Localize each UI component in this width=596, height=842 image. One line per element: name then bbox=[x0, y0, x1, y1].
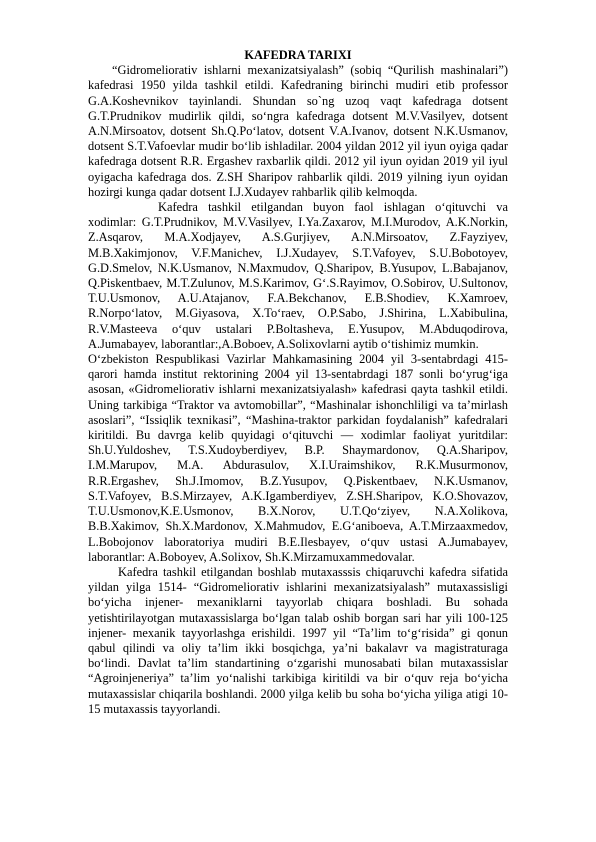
page-title: KAFEDRA TARIXI bbox=[244, 48, 352, 62]
paragraph-specialists: Kafedra tashkil etilgandan boshlab mutaxasssis chiqaruvchi kafedra sifatida yildan yilga 1514- “Gidromeliorativ ishlarini mexanizatsiyalash” mutaxassisligi bo‘yicha injener- mexaniklarni tayyorlab chiqara boshladi. Bu sohada yetishtirilayotgan mutaxassislarga bo‘lgan talab oshib borgan sari har yili 100-125 injener- mexanik tayyorlashga erishildi. 1997 yil “Ta’lim to‘g‘risida” gi qonun qabul qilindi va oliy ta’lim ikki bosqichga, ya’ni bakalavr va magistraturaga bo‘lindi. Davlat ta’lim standartining o‘zgarishi munosabati bilan mutaxassislar “Agroinjeneriya” ta’lim yo‘nalishi tarkibiga kiritildi va bir o‘quv reja bo‘yicha mutaxassislar chiqarila boshlandi. 2000 yilga kelib bu soha bo‘yicha yiliga atigi 10-15 mutaxassis tayyorlandi. bbox=[88, 564, 508, 716]
document-page bbox=[88, 48, 508, 717]
paragraph-history: “Gidromeliorativ ishlarni mexanizatsiyalash” (sobiq “Qurilish mashinalari”) kafedrasi 1950 yilda tashkil etildi. Kafedraning birinchi mudiri etib professor G.A.Koshevnikov tayinlandi. Shundan so`ng uzoq vaqt kafedraga dotsent G.T.Prudnikov mudirlik qildi, so‘ngra kafedraga dotsent M.V.Vasilyev, dotsent A.N.Mirsoatov, dotsent Sh.Q.Po‘latov, dotsent V.A.Ivanov, dotsent N.K.Usmanov, dotsent S.T.Vafoevlar mudir bo‘lib ishladilar. 2004 yildan 2012 yil iyun oyiga qadar kafedraga dotsent R.R. Ergashev raxbarlik qildi. 2012 yil iyun oyidan 2019 yil iyul oyigacha kafedraga dos. Z.SH Sharipov rahbarlik qildi. 2019 yilning iyun oyidan hozirgi kunga qadar dotsent I.J.Xudayev rahbarlik qilib kelmoqda. bbox=[88, 63, 508, 199]
paragraph-reorganization: O‘zbekiston Respublikasi Vazirlar Mahkamasining 2004 yil 3-sentabrdagi 415-qarori hamda institut rektorining 2004 yil 13-sentabrdagi 187 sonli bo‘yrug‘iga asosan, «Gidromeliorativ ishlarni mexanizatsiyalash» kafedrasi qayta tashkil etildi. Uning tarkibiga “Traktor va avtomobillar”, “Mashinalar ishonchliligi va ta’mirlash asoslari”, “Issiqlik texnikasi”, “Mashina-traktor parkidan foydalanish” kafedralari kiritildi. Bu davrga kelib quyidagi o‘qituvchi — xodimlar faoliyat yuritdilar: Sh.U.Yuldoshev, T.S.Xudoyberdiyev, B.P. Shaymardonov, Q.A.Sharipov, I.M.Marupov, M.A. Abdurasulov, X.I.Uraimshikov, R.K.Musurmonov, R.R.Ergashev, Sh.J.Imomov, B.Z.Yusupov, Q.Piskentbaev, N.K.Usmanov, S.T.Vafoyev, B.S.Mirzayev, A.K.Igamberdiyev, Z.SH.Sharipov, K.O.Shovazov, T.U.Usmonov,K.E.Usmonov, B.X.Norov, U.T.Qo‘ziyev, N.A.Xolikova, B.B.Xakimov, Sh.X.Mardonov, X.Mahmudov, E.G‘aniboeva, A.T.Mirzaaxmedov, L.Bobojonov laboratoriya mudiri B.E.Ilesbayev, o‘quv ustasi A.Jumabayev, laborantlar: A.Boboyev, A.Solixov, Sh.K.Mirzamuxammedovalar. bbox=[88, 352, 508, 564]
paragraph-staff: Kafedra tashkil etilgandan buyon faol ishlagan o‘qituvchi va xodimlar: G.T.Prudnikov, M.V.Vasilyev, I.Ya.Zaxarov, M.I.Murodov, A.K.Norkin, Z.Asqarov, M.A.Xodjayev, A.S.Gurjiyev, A.N.Mirsoatov, Z.Fayziyev, M.B.Xakimjonov, V.F.Manichev, I.J.Xudayev, S.T.Vafoyev, S.U.Bobotoyev, G.D.Smelov, N.K.Usmanov, N.Maxmudov, Q.Sharipov, B.Yusupov, L.Babajanov, Q.Piskentbaev, M.T.Zulunov, M.S.Karimov, G‘.S.Rayimov, O.Sobirov, U.Sultonov, T.U.Usmonov, A.U.Atajanov, F.A.Bekchanov, E.B.Shodiev, K.Xamroev, R.Norpo‘latov, M.Giyasova, X.To‘raev, O.P.Sabo, J.Shirina, L.Xabibulina, R.V.Masteeva o‘quv ustalari P.Boltasheva, E.Yusupov, M.Abduqodirova, A.Jumabayev, laborantlar:,A.Boboev, A.Solixovlarni aytib o‘tishimiz mumkin. bbox=[88, 200, 508, 351]
